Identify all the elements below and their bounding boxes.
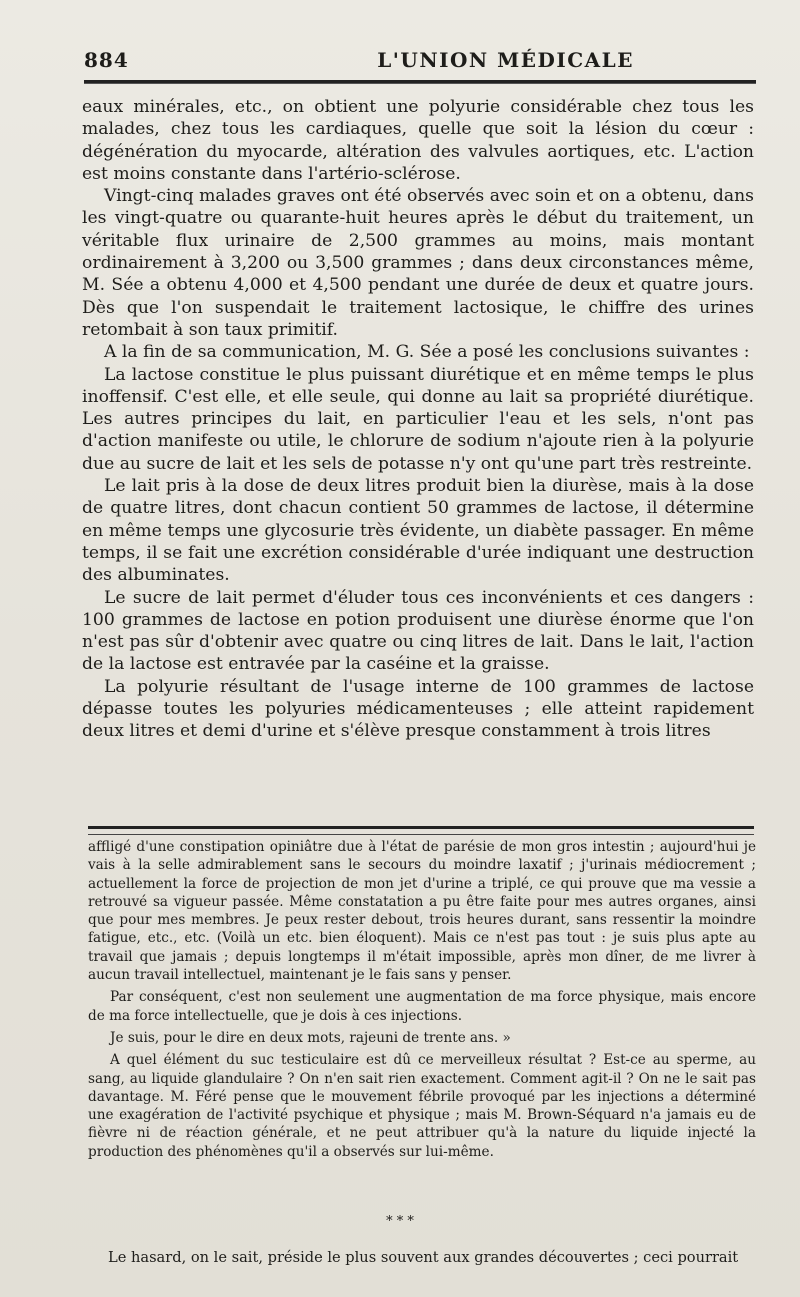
bottom-text	[108, 1248, 756, 1268]
footnote-paragraph: affligé d'une constipation opiniâtre due à l'état de parésie de mon gros intestin ; aujourd'hui je vais à la selle admirablement sans le secours du moindre laxatif ; j'urinais médiocrement ; actuellement la force de projection de mon jet d'urine a triplé, ce qui prouve que ma vessie a retrouvé sa vigueur passée. Même constatation a pu être faite pour mes autres organes, ainsi que pour mes membres. Je peux rester debout, trois heures durant, sans ressentir la moindre fatigue, etc., etc. (Voilà un etc. bien éloquent). Mais ce n'est pas tout : je suis plus apte au travail que jamais ; depuis longtemps il m'était impossible, après mon dîner, de me livrer à aucun travail intellectuel, maintenant je le fais sans y penser.	[88, 839, 756, 984]
footnote-text	[88, 838, 756, 1161]
page-number: 884	[84, 48, 129, 72]
paragraph: Le lait pris à la dose de deux litres produit bien la diurèse, mais à la dose de quatre litres, dont chacun contient 50 grammes de lactose, il détermine en même temps une glycosurie très évidente, un diabète passager. En même temps, il se fait une excrétion considérable d'urée indiquant une destruction des albuminates.	[82, 476, 754, 586]
running-title: L'UNION MÉDICALE	[377, 48, 634, 72]
paragraph: Vingt-cinq malades graves ont été observés avec soin et on a obtenu, dans les vingt-quatre ou quarante-huit heures après le début du traitement, un véritable flux urinaire de 2,500 grammes au moins, mais montant ordinairement à 3,200 ou 3,500 grammes ; dans deux circonstances même, M. Sée a obtenu 4,000 et 4,500 pendant une durée de deux et quatre jours. Dès que l'on suspendait le traitement lactosique, le chiffre des urines retombait à son taux primitif.	[82, 186, 754, 340]
paragraph: eaux minérales, etc., on obtient une polyurie considérable chez tous les malades, chez tous les cardiaques, quelle que soit la lésion du cœur : dégénération du myocarde, altération des valvules aortiques, etc. L'action est moins constante dans l'artério-sclérose.	[82, 97, 754, 184]
header-rule	[84, 80, 756, 84]
paragraph: A la fin de sa communication, M. G. Sée a posé les conclusions suivantes :	[104, 342, 750, 363]
main-text	[82, 96, 754, 743]
footnote-paragraph: A quel élément du suc testiculaire est dû ce merveilleux résultat ? Est-ce au sperme, au sang, au liquide glandulaire ? On n'en sait rien exactement. Comment agit-il ? On ne le sait pas davantage. M. Féré pense que le mouvement fébrile provoqué par les injections a déterminé une exagération de l'activité psychique et physique ; mais M. Brown-Séquard n'a jamais eu de fièvre ni de réaction générale, et ne peut attribuer qu'à la nature du liquide injecté la production des phénomènes qu'il a observés sur lui-même.	[88, 1052, 756, 1160]
page-header	[84, 48, 754, 78]
footnote-rule	[88, 826, 754, 835]
paragraph: Le hasard, on le sait, préside le plus souvent aux grandes découvertes ; ceci pourrait	[108, 1249, 739, 1266]
paragraph: La polyurie résultant de l'usage interne de 100 grammes de lactose dépasse toutes les polyuries médicamenteuses ; elle atteint rapidement deux litres et demi d'urine et s'élève presque constamment à trois litres	[82, 676, 754, 742]
footnote-paragraph: Par conséquent, c'est non seulement une augmentation de ma force physique, mais encore de ma force intellectuelle, que je dois à ces injections.	[88, 989, 756, 1024]
paragraph: La lactose constitue le plus puissant diurétique et en même temps le plus inoffensif. C'est elle, et elle seule, qui donne au lait sa propriété diurétique. Les autres principes du lait, en particulier l'eau et les sels, n'ont pas d'action manifeste ou utile, le chlorure de sodium n'ajoute rien à la polyurie due au sucre de lait et les sels de potasse n'y ont qu'une part très restreinte.	[82, 364, 754, 474]
paragraph: Le sucre de lait permet d'éluder tous ces inconvénients et ces dangers : 100 grammes de lactose en potion produisent une diurèse énorme que l'on n'est pas sûr d'obtenir avec quatre ou cinq litres de lait. Dans le lait, l'action de la lactose est entravée par la caséine et la graisse.	[82, 587, 754, 675]
footnote-paragraph: Je suis, pour le dire en deux mots, rajeuni de trente ans. »	[110, 1029, 511, 1046]
section-separator: * * *	[386, 1214, 414, 1229]
